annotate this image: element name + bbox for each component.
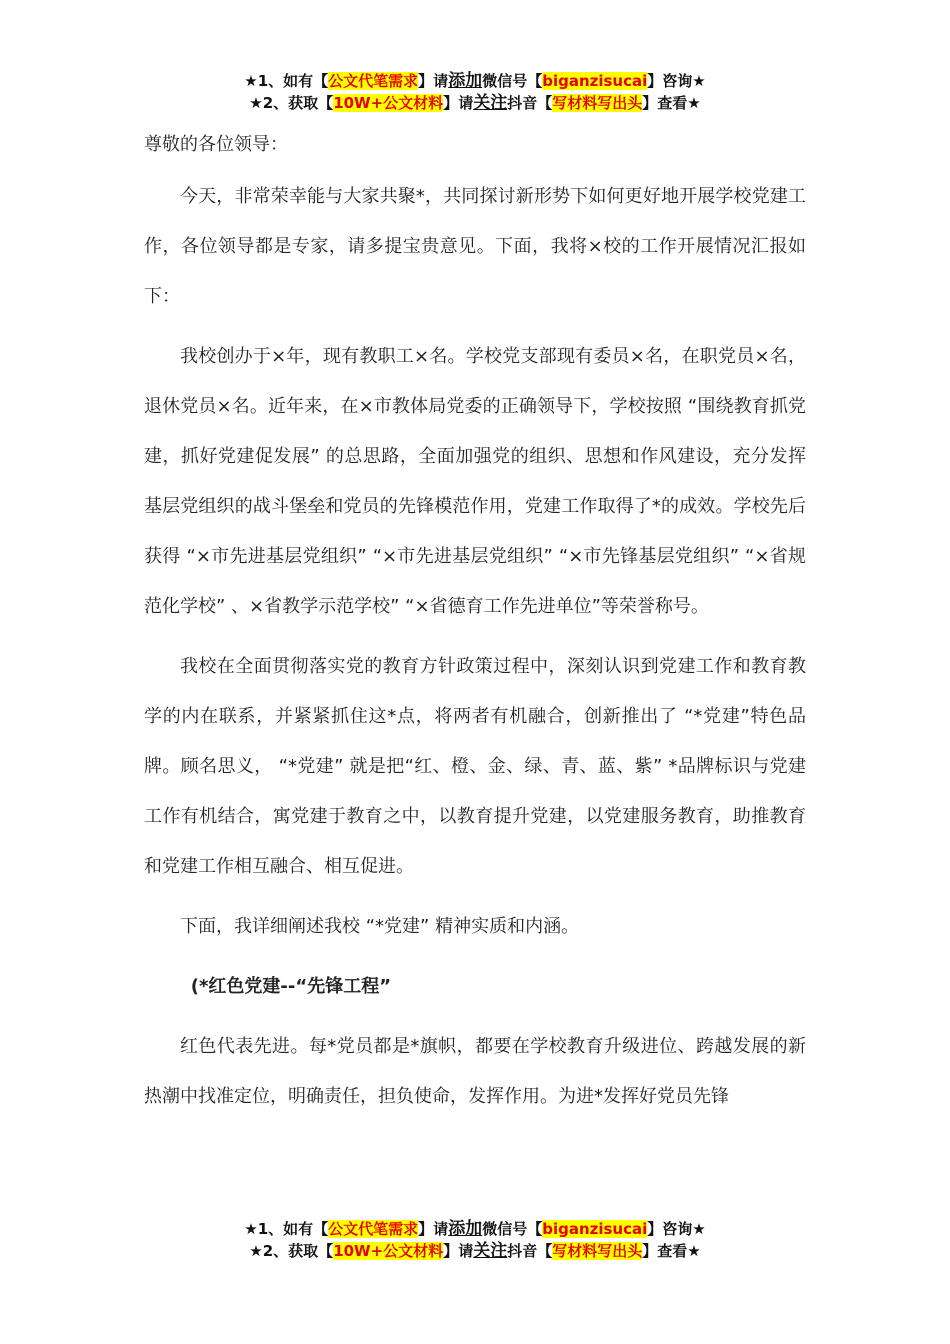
banner-line-2 [0,1240,950,1262]
banner-text: 】查看★ [642,1242,701,1260]
banner-text: ★1、如有【 [244,1220,329,1238]
banner-text: 】请 [443,1242,474,1260]
wechat-id-highlight: biganzisucai [542,72,648,90]
salutation: 尊敬的各位领导： [144,134,288,155]
footer-banner [0,1218,950,1262]
paragraph-transition: 下面，我详细阐述我校 “*党建” 精神实质和内涵。 [180,916,580,937]
banner-text: 】请 [443,94,474,112]
section-heading: (*红色党建--“先锋工程” [190,976,392,997]
paragraph-red: 红色代表先进。每*党员都是*旗帜，都要在学校教育升级进位、跨越发展的新热潮中找准定位，明确责任，担负使命，发挥作用。为进*发挥好党员先锋 [144,1036,806,1107]
banner-text: ★2、获取【 [249,94,334,112]
banner-text: ★2、获取【 [249,1242,334,1260]
highlight-text: 公文代笔需求 [328,1220,419,1238]
highlight-text: 10W+公文材料 [333,1242,444,1260]
paragraph-school-overview: 我校创办于×年，现有教职工×名。学校党支部现有委员×名，在职党员×名，退休党员×名。近年来，在×市教体局党委的正确领导下，学校按照 “围绕教育抓党建，抓好党建促发展” 的总思路，全面加强党的组织、思想和作风建设，充分发挥基层党组织的战斗堡垒和党员的先锋模范作用，党建工作取得了*的成效。学校先后获得 “×市先进基层党组织” “×市先进基层党组织” “×市先锋基层党组织” “×省规范化学校” 、×省教学示范学校” “×省德育工作先进单位”等荣誉称号。 [144,346,806,617]
document-body [144,128,806,1132]
banner-line-2 [0,92,950,114]
banner-text: 微信号【 [482,1220,543,1238]
paragraph-intro: 今天，非常荣幸能与大家共聚*，共同探讨新形势下如何更好地开展学校党建工作，各位领导都是专家，请多提宝贵意见。下面，我将×校的工作开展情况汇报如下： [144,186,806,307]
paragraph-brand: 我校在全面贯彻落实党的教育方针政策过程中，深刻认识到党建工作和教育教学的内在联系，并紧紧抓住这*点，将两者有机融合，创新推出了 “*党建”特色品牌。顾名思义， “*党建” 就是把“红、橙、金、绿、青、蓝、紫” *品牌标识与党建工作有机结合，寓党建于教育之中，以教育提升党建，以党建服务教育，助推教育和党建工作相互融合、相互促进。 [144,656,806,877]
banner-text: 微信号【 [482,72,543,90]
wechat-id-highlight: biganzisucai [542,1220,648,1238]
banner-line-1 [0,70,950,92]
douyin-account-highlight: 写材料写出头 [552,1242,643,1260]
underlined-text: 关注 [473,93,508,113]
underlined-text: 关注 [473,1241,508,1261]
highlight-text: 10W+公文材料 [333,94,444,112]
banner-text: ★1、如有【 [244,72,329,90]
banner-text: 】咨询★ [647,72,706,90]
banner-text: 】查看★ [642,94,701,112]
banner-text: 抖音【 [507,1242,553,1260]
banner-text: 抖音【 [507,94,553,112]
underlined-text: 添加 [448,71,483,91]
highlight-text: 公文代笔需求 [328,72,419,90]
banner-line-1 [0,1218,950,1240]
banner-text: 】请 [418,72,449,90]
header-banner [0,70,950,114]
banner-text: 】请 [418,1220,449,1238]
underlined-text: 添加 [448,1219,483,1239]
banner-text: 】咨询★ [647,1220,706,1238]
douyin-account-highlight: 写材料写出头 [552,94,643,112]
